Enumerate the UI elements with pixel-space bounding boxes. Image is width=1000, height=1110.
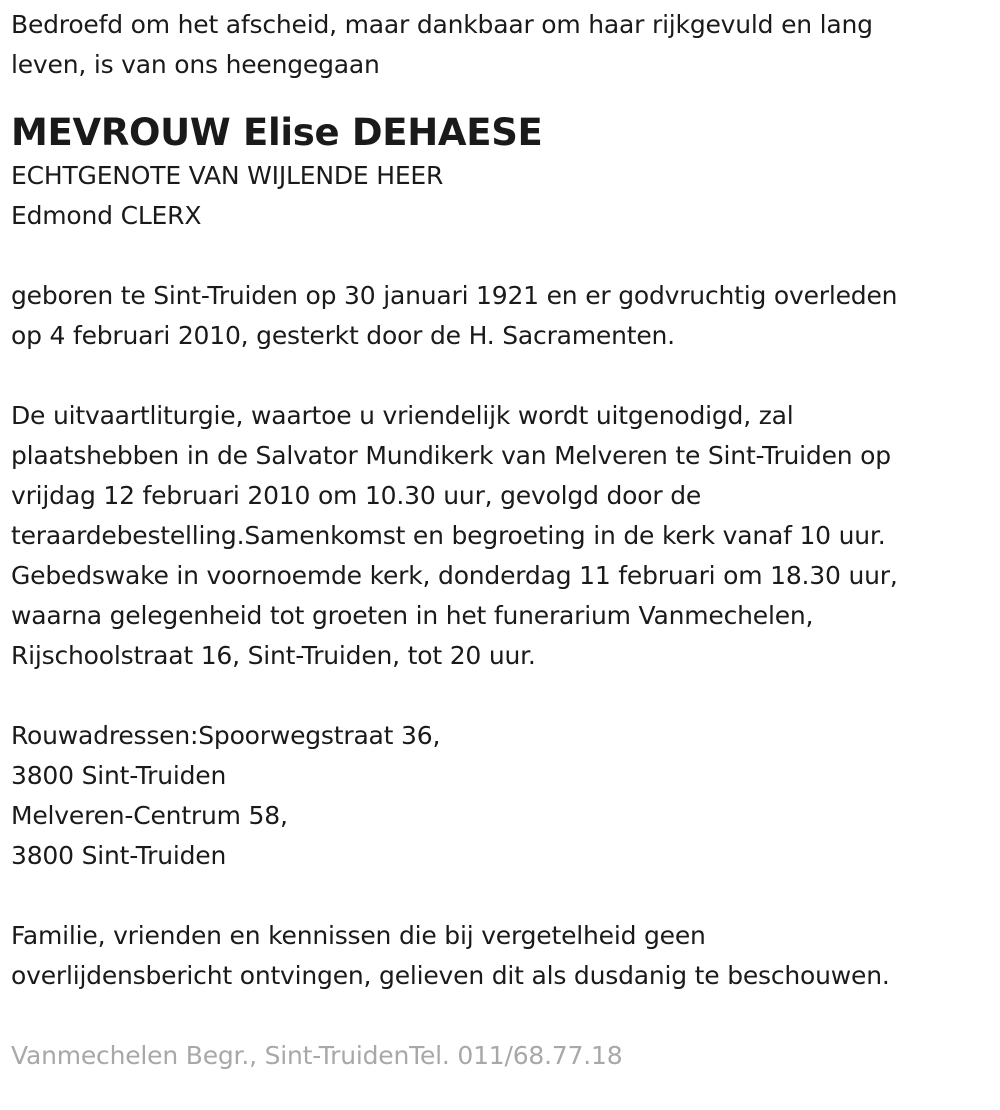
ceremony-line: teraardebestelling.Samenkomst en begroeting in de kerk vanaf 10 uur. xyxy=(11,521,886,550)
spouse-name: Edmond CLERX xyxy=(11,201,202,230)
ceremony-line: plaatshebben in de Salvator Mundikerk van Melveren te Sint-Truiden op xyxy=(11,441,891,470)
ceremony-line: vrijdag 12 februari 2010 om 10.30 uur, gevolgd door de xyxy=(11,481,702,510)
ceremony-line: Rijschoolstraat 16, Sint-Truiden, tot 20 uur. xyxy=(11,641,536,670)
intro-line-1: Bedroefd om het afscheid, maar dankbaar om haar rijkgevuld en lang xyxy=(11,10,873,39)
ceremony-line: Gebedswake in voornoemde kerk, donderdag 11 februari om 18.30 uur, xyxy=(11,561,898,590)
closing-line-2: overlijdensbericht ontvingen, gelieven dit als dusdanig te beschouwen. xyxy=(11,961,890,990)
address-line: 3800 Sint-Truiden xyxy=(11,841,227,870)
obituary-notice xyxy=(11,0,986,1076)
address-line: Rouwadressen:Spoorwegstraat 36, xyxy=(11,721,441,750)
address-line: 3800 Sint-Truiden xyxy=(11,761,227,790)
birth-death-line-2: op 4 februari 2010, gesterkt door de H. Sacramenten. xyxy=(11,321,675,350)
spacer xyxy=(11,876,986,916)
spacer xyxy=(11,356,986,396)
intro-line-2: leven, is van ons heengegaan xyxy=(11,50,380,79)
spouse-title: ECHTGENOTE VAN WIJLENDE HEER xyxy=(11,161,444,190)
funeral-home-footer: Vanmechelen Begr., Sint-TruidenTel. 011/68.77.18 xyxy=(11,1041,623,1070)
birth-death-line-1: geboren te Sint-Truiden op 30 januari 1921 en er godvruchtig overleden xyxy=(11,281,898,310)
deceased-name: MEVROUW Elise DEHAESE xyxy=(11,111,543,154)
spacer xyxy=(11,676,986,716)
closing-line-1: Familie, vrienden en kennissen die bij vergetelheid geen xyxy=(11,921,706,950)
spacer xyxy=(11,236,986,276)
address-line: Melveren-Centrum 58, xyxy=(11,801,288,830)
ceremony-line: De uitvaartliturgie, waartoe u vriendelijk wordt uitgenodigd, zal xyxy=(11,401,794,430)
spacer xyxy=(11,996,986,1036)
ceremony-line: waarna gelegenheid tot groeten in het funerarium Vanmechelen, xyxy=(11,601,814,630)
